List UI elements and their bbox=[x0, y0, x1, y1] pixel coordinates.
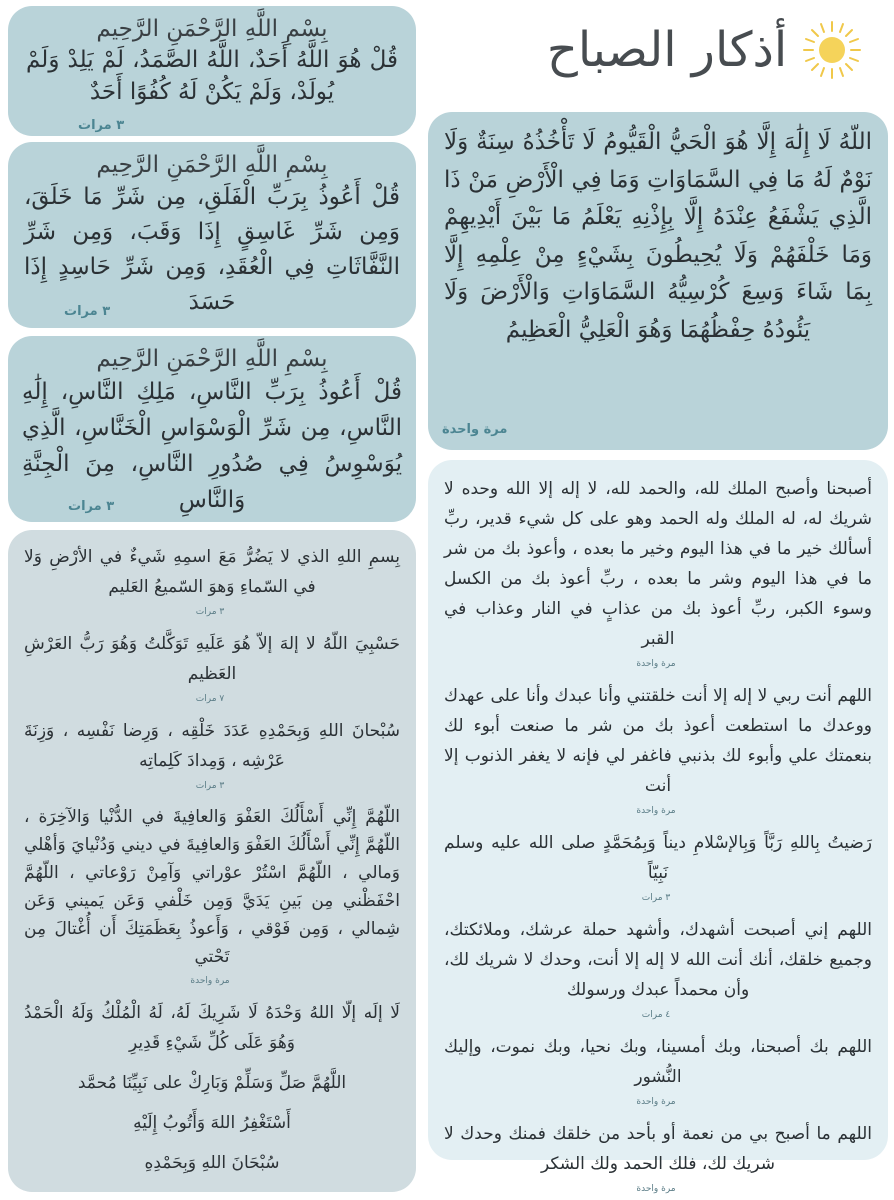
dhikr-item bbox=[444, 474, 872, 671]
repeat-count: مرة واحدة bbox=[636, 1184, 676, 1194]
dhikr-text: سُبْحَانَ اللهِ وَبِحَمْدِهِ bbox=[144, 1153, 280, 1173]
repeat-count: ٣ مرات bbox=[195, 781, 225, 791]
dhikr-item bbox=[24, 998, 400, 1058]
ayat-kursi-card bbox=[428, 112, 888, 450]
dhikr-item bbox=[24, 1148, 400, 1178]
repeat-count: مرة واحدة bbox=[636, 659, 676, 669]
dhikr-text: اللّهُ لَا إِلَٰهَ إِلَّا هُوَ الْحَيُّ الْقَيُّومُ لَا تَأْخُذُهُ سِنَةٌ وَلَا نَوْمٌ لَهُ مَا فِي السَّمَاوَاتِ وَمَا فِي الْأَرْضِ مَنْ ذَا الَّذِي يَشْفَعُ عِنْدَهُ إِلَّا بِإِذْنِهِ يَعْلَمُ مَا بَيْنَ أَيْدِيهِمْ وَمَا خَلْفَهُمْ وَلَا يُحِيطُونَ بِشَيْءٍ مِنْ عِلْمِهِ إِلَّا بِمَا شَاءَ وَسِعَ كُرْسِيُّهُ السَّمَاوَاتِ وَالْأَرْضَ وَلَا يَئُودُهُ حِفْظُهُمَا وَهُوَ الْعَلِيُّ الْعَظِيمُ bbox=[444, 129, 872, 343]
dhikr-text: لَا إلَه إلّا اللهُ وَحْدَهُ لَا شَرِيكَ لَهُ، لَهُ الْمُلْكُ وَلَهُ الْحَمْدُ وَهُوَ عَلَى كُلِّ شَيْءِ قَدِيرِ bbox=[24, 1003, 400, 1053]
basmala: بِسْمِ اللَّهِ الرَّحْمَنِ الرَّحِيم bbox=[96, 152, 328, 178]
dhikr-item bbox=[444, 828, 872, 905]
dhikr-text: اللَّهُمَّ صَلِّ وَسَلِّمْ وَبَارِكْ على نَبِيِّنَا مُحمَّد bbox=[77, 1073, 347, 1093]
dhikr-text: أصبحنا وأصبح الملك لله، والحمد لله، لا إله إلا الله وحده لا شريك له، له الملك وله الحمد وهو على كل شيء قدير، ربِّ أسألك خير ما في هذا اليوم وخير ما بعده ، وأعوذ بك من شر ما في هذا اليوم وشر ما بعده ، ربِّ أعوذ بك من الكسل وسوء الكبر، ربِّ أعوذ بك من عذابٍ في النار وعذاب في القبر bbox=[444, 479, 872, 649]
page-title: أذكار الصباح bbox=[546, 22, 788, 78]
right-adhkar-card bbox=[428, 460, 888, 1194]
dhikr-text: سُبْحانَ اللهِ وَبِحَمْدِهِ عَدَدَ خَلْقِه ، وَرِضا نَفْسِه ، وَزِنَةَ عَرْشِه ، وَمِدادَ كَلِماتِه bbox=[24, 721, 400, 771]
dhikr-text: اللّهُمَّ إِنِّي أَسْأَلُكَ العَفْوَ وَالعافِيةَ في الدُّنْيا وَالآخِرَة ، اللّهُمَّ إِنِّي أَسْأَلُكَ العَفْوَ وَالعافِيةَ في ديني وَدُنْيايَ وَأهْلي وَمالي ، اللّهُمَّ اسْتُرْ عوْراتي وَآمِنْ رَوْعاتي ، اللّهُمَّ احْفَظْني مِن بَينِ يَدَيَّ وَمِن خَلْفي وَعَن يَميني وَعَن شِمالي ، وَمِن فَوْقي ، وَأَعوذُ بِعَظَمَتِكَ أَن أُغْتالَ مِن تَحْتي bbox=[24, 807, 400, 967]
nas-card bbox=[8, 336, 416, 522]
dhikr-item bbox=[24, 1068, 400, 1098]
repeat-count: ٣ مرات bbox=[78, 118, 125, 133]
dhikr-text: بِسمِ اللهِ الذي لا يَضُرُّ مَعَ اسمِهِ شَيءٌ في الأرْضِ وَلا في السّماءِ وَهوَ السّميعُ العَليم bbox=[24, 547, 400, 597]
dhikr-item bbox=[24, 1108, 400, 1138]
repeat-count: ٤ مرات bbox=[641, 1010, 671, 1020]
dhikr-item bbox=[24, 542, 400, 619]
dhikr-text: حَسْبِيَ اللّهُ لا إلهَ إلاّ هُوَ عَلَيهِ تَوَكَّلتُ وَهُوَ رَبُّ العَرْشِ العَظيم bbox=[24, 634, 400, 684]
repeat-count: ٣ مرات bbox=[64, 304, 111, 319]
page-header bbox=[540, 10, 870, 90]
dhikr-text: رَضيتُ بِاللهِ رَبَّاً وَبِالإسْلامِ ديناً وَبِمُحَمَّدٍ صلى الله عليه وسلم نَبِيّاً bbox=[444, 833, 872, 883]
repeat-count: ٧ مرات bbox=[195, 694, 225, 704]
falaq-card bbox=[8, 142, 416, 328]
dhikr-item bbox=[444, 681, 872, 818]
repeat-count: ٣ مرات bbox=[68, 499, 115, 514]
repeat-count: ٣ مرات bbox=[195, 607, 225, 617]
dhikr-text: قُلْ أَعُوذُ بِرَبِّ النَّاسِ، مَلِكِ النَّاسِ، إِلَٰهِ النَّاسِ، مِن شَرِّ الْوَسْوَاسِ الْخَنَّاسِ، الَّذِي يُوَسْوِسُ فِي صُدُورِ النَّاسِ، مِنَ الْجِنَّةِ وَالنَّاسِ bbox=[22, 379, 402, 513]
dhikr-text: اللهم بك أصبحنا، وبك أمسينا، وبك نحيا، وبك نموت، وإليك النُّشور bbox=[444, 1037, 872, 1087]
left-adhkar-card bbox=[8, 530, 416, 1192]
repeat-count: مرة واحدة bbox=[190, 976, 230, 986]
dhikr-item bbox=[444, 1032, 872, 1109]
ikhlas-card bbox=[8, 6, 416, 136]
repeat-count: مرة واحدة bbox=[636, 1097, 676, 1107]
sun-icon bbox=[801, 19, 863, 81]
repeat-count: مرة واحدة bbox=[636, 806, 676, 816]
dhikr-text: اللهم ما أصبح بي من نعمة أو بأحد من خلقك فمنك وحدك لا شريك لك، فلك الحمد ولك الشكر bbox=[444, 1124, 872, 1174]
dhikr-item bbox=[24, 629, 400, 706]
dhikr-text: قُلْ هُوَ اللَّهُ أَحَدٌ، اللَّهُ الصَّمَدُ، لَمْ يَلِدْ وَلَمْ يُولَدْ، وَلَمْ يَكُنْ لَهُ كُفُوًا أَحَدٌ bbox=[26, 47, 398, 105]
repeat-count: ٣ مرات bbox=[641, 893, 671, 903]
dhikr-text: اللهم أنت ربي لا إله إلا أنت خلقتني وأنا عبدك وأنا على عهدك ووعدك ما استطعت أعوذ بك من شر ما صنعت أبوء لك بنعمتك علي وأبوء لك بذنبي فاغفر لي فإنه لا يغفر الذنوب إلا أنت bbox=[444, 686, 872, 796]
dhikr-text: اللهم إني أصبحت أشهدك، وأشهد حملة عرشك، وملائكتك، وجميع خلقك، أنك أنت الله لا إله إلا أنت، وحدك لا شريك لك، وأن محمداً عبدك ورسولك bbox=[444, 920, 872, 1000]
dhikr-item bbox=[24, 803, 400, 988]
basmala: بِسْمِ اللَّهِ الرَّحْمَنِ الرَّحِيم bbox=[96, 16, 328, 42]
repeat-count: مرة واحدة bbox=[442, 422, 508, 437]
dhikr-item bbox=[24, 716, 400, 793]
dhikr-text: أَسْتَغْفِرُ اللهَ وَأَتُوبُ إِلَيْهِ bbox=[133, 1113, 291, 1133]
dhikr-item bbox=[444, 915, 872, 1022]
dhikr-text: قُلْ أَعُوذُ بِرَبِّ الْفَلَقِ، مِن شَرِّ مَا خَلَقَ، وَمِن شَرِّ غَاسِقٍ إِذَا وَقَبَ، وَمِن شَرِّ النَّفَّاثَاتِ فِي الْعُقَدِ، وَمِن شَرِّ حَاسِدٍ إِذَا حَسَدَ bbox=[24, 184, 400, 315]
dhikr-item bbox=[444, 1119, 872, 1196]
basmala: بِسْمِ اللَّهِ الرَّحْمَنِ الرَّحِيم bbox=[96, 346, 328, 372]
